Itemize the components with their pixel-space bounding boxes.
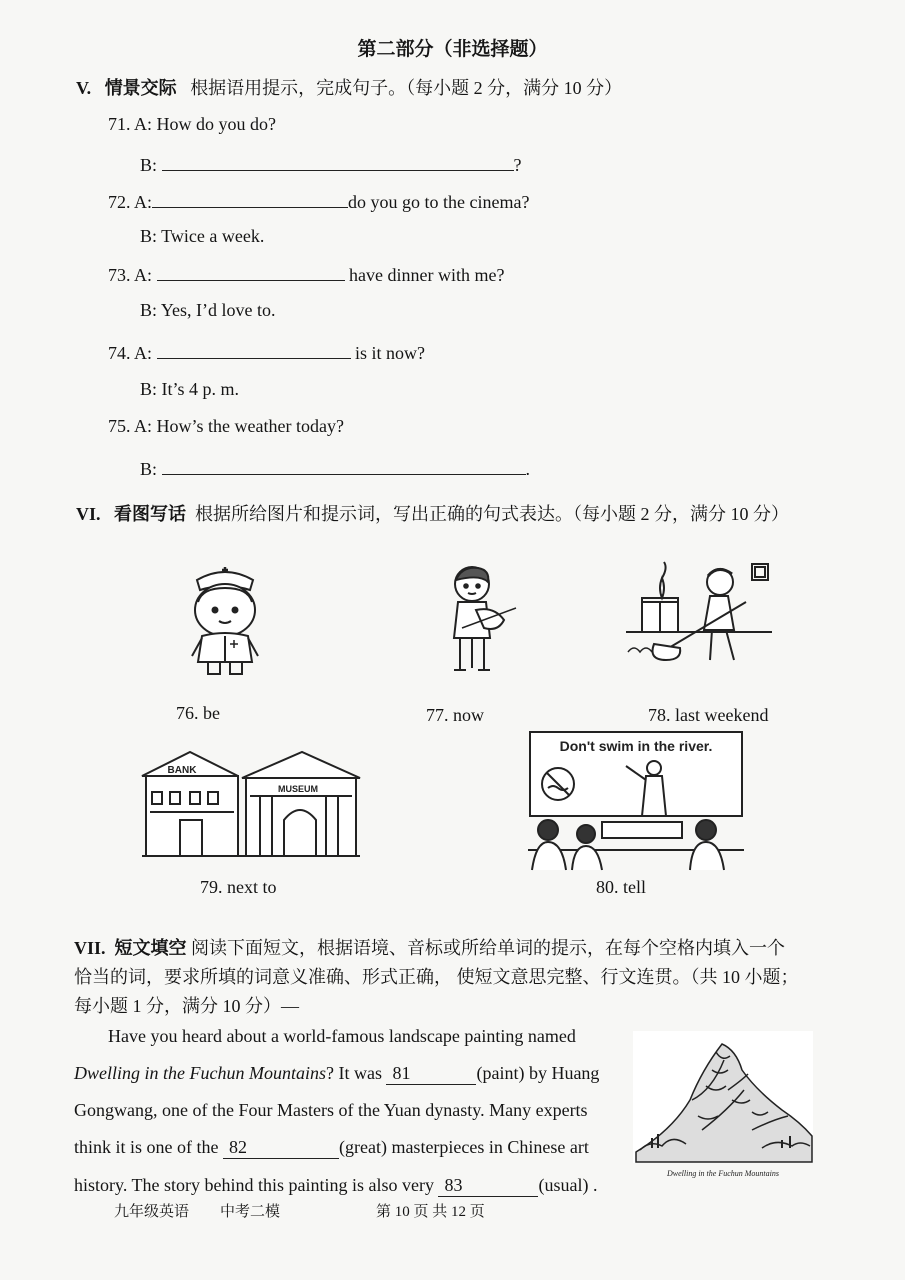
museum-sign: MUSEUM <box>278 784 318 794</box>
section-vii-instructions-3: 每小题 1 分，满分 10 分）— <box>74 996 299 1016</box>
footer-exam: 中考二模 <box>220 1204 281 1220</box>
question-number: 73. <box>108 265 131 285</box>
section-v-instructions: 根据语用提示，完成句子。（每小题 2 分，满分 10 分） <box>190 78 623 98</box>
bank-museum-picture <box>138 748 364 862</box>
question-71-b <box>140 152 522 176</box>
answer-blank-75[interactable] <box>162 456 526 475</box>
answer-blank-74[interactable] <box>157 340 351 359</box>
section-v-name: 情景交际 <box>104 78 177 98</box>
question-71-a-text: A: How do you do? <box>134 114 277 134</box>
question-75-b <box>140 456 530 480</box>
caption-80: 80. tell <box>596 877 646 897</box>
section-vi-header <box>76 500 789 526</box>
passage-text: (great) masterpieces in Chinese art <box>338 1137 589 1157</box>
question-number: 74. <box>108 343 131 363</box>
section-vi-number: VI. <box>76 504 101 524</box>
passage-line-2 <box>74 1063 599 1085</box>
caption-77: 77. now <box>426 705 484 725</box>
question-number: 72. <box>108 192 131 212</box>
question-number: 75. <box>108 416 131 436</box>
board-text: Don't swim in the river. <box>559 738 713 754</box>
question-74-end: is it now? <box>355 343 426 363</box>
page-title: 第二部分（非选择题） <box>357 39 548 60</box>
section-vii-number: VII. <box>74 938 106 958</box>
question-75-a <box>108 416 344 437</box>
answer-blank-71[interactable] <box>162 152 514 171</box>
question-71-end: ? <box>513 155 522 175</box>
answer-blank-83[interactable]: 83 <box>438 1175 538 1197</box>
question-75-end: . <box>525 459 531 479</box>
passage-line-1: Have you heard about a world-famous landscape painting named <box>108 1026 576 1046</box>
question-73-a <box>108 262 504 286</box>
painting-caption: Dwelling in the Fuchun Mountains <box>667 1169 779 1178</box>
passage-text: (usual) . <box>538 1175 598 1195</box>
passage-line-5 <box>74 1175 597 1197</box>
question-73-end: have dinner with me? <box>349 265 505 285</box>
caption-76: 76. be <box>176 703 220 723</box>
question-71-a <box>108 114 276 135</box>
caption-78: 78. last weekend <box>648 705 769 725</box>
section-vii-instructions-2: 恰当的词，要求所填的词意义准确、形式正确， 使短文意思完整、行文连贯。（共 10 小题； <box>74 967 799 987</box>
question-number: 71. <box>108 114 131 134</box>
passage-line-3: Gongwang, one of the Four Masters of the Yuan dynasty. Many experts <box>74 1100 588 1120</box>
question-72-end: do you go to the cinema? <box>348 192 530 212</box>
section-vii-header <box>74 934 785 960</box>
section-v-number: V. <box>76 78 92 98</box>
boy-violin-picture <box>432 562 524 676</box>
classroom-picture <box>528 730 744 874</box>
answer-blank-81[interactable]: 81 <box>386 1063 476 1085</box>
passage-line-4 <box>74 1137 589 1159</box>
section-vii-name: 短文填空 <box>114 938 187 958</box>
section-v-header <box>76 74 622 100</box>
speaker-label: B: <box>140 459 158 479</box>
speaker-label: A: <box>134 265 153 285</box>
passage-text: (paint) by Huang <box>476 1063 600 1083</box>
speaker-label: A: <box>134 343 153 363</box>
question-72-b: B: Twice a week. <box>140 226 265 246</box>
nurse-picture <box>180 558 270 680</box>
speaker-label: B: <box>140 155 158 175</box>
bank-sign: BANK <box>167 765 197 776</box>
question-72-a <box>108 189 529 213</box>
passage-text: history. The story behind this painting is also very <box>74 1175 439 1195</box>
answer-blank-82[interactable]: 82 <box>223 1137 339 1159</box>
answer-blank-72[interactable] <box>152 189 348 208</box>
section-vi-name: 看图写话 <box>114 504 187 524</box>
question-75-a-text: A: How’s the weather today? <box>134 416 344 436</box>
caption-79: 79. next to <box>200 877 277 897</box>
speaker-label: A: <box>134 192 153 212</box>
footer-grade: 九年级英语 <box>114 1204 190 1220</box>
question-73-b: B: Yes, I’d love to. <box>140 300 276 320</box>
section-vii-instructions-1: 阅读下面短文，根据语境、音标或所给单词的提示，在每个空格内填入一个 <box>191 938 786 958</box>
passage-text: think it is one of the <box>74 1137 223 1157</box>
woman-mopping-picture <box>626 556 776 668</box>
answer-blank-73[interactable] <box>157 262 345 281</box>
section-vi-instructions: 根据所给图片和提示词，写出正确的句式表达。（每小题 2 分，满分 10 分） <box>195 504 790 524</box>
question-74-b: B: It’s 4 p. m. <box>140 379 240 399</box>
footer-page-number: 第 10 页 共 12 页 <box>376 1204 485 1220</box>
question-74-a <box>108 340 425 364</box>
painting-title: Dwelling in the Fuchun Mountains <box>74 1063 326 1083</box>
mountain-painting-picture <box>632 1030 814 1180</box>
passage-text: ? It was <box>325 1063 387 1083</box>
